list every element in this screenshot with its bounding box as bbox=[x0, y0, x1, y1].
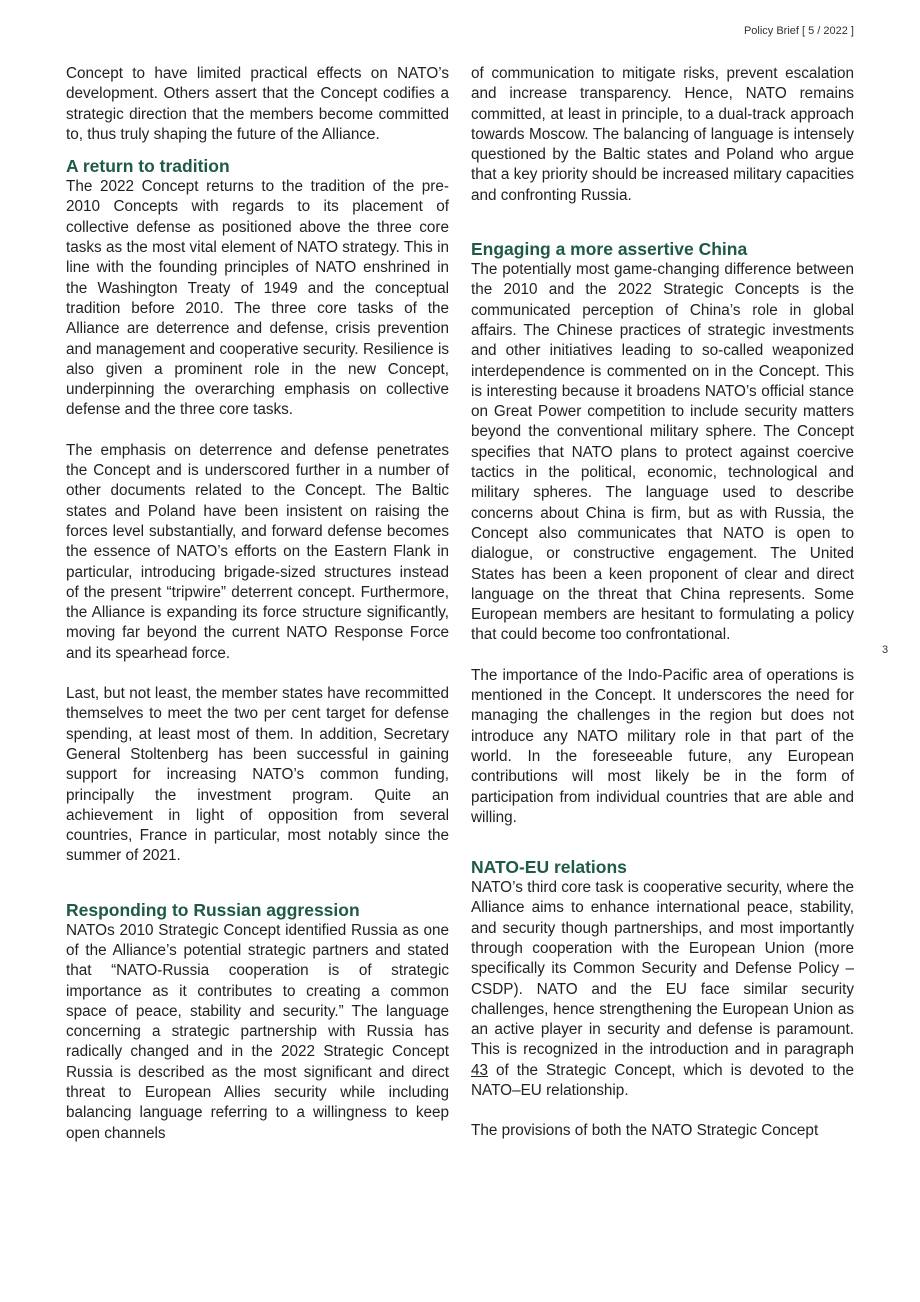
paragraph-text: of the Strategic Concept, which is devoted to the NATO–EU relationship. bbox=[471, 1061, 854, 1100]
paragraph: of communication to mitigate risks, prevent escalation and increase transparency. Hence, NATO remains committed, at least in principle, to a dual-track approach towards Moscow. The balancing of language is intensely questioned by the Baltic states and Poland who argue that a key priority should be increased military capacities and confronting Russia. bbox=[471, 65, 854, 204]
section-heading: Engaging a more assertive China bbox=[471, 239, 748, 260]
paragraph: Concept to have limited practical effects on NATO’s development. Others assert that the Concept codifies a strategic direction that the members become committed to, thus truly shaping the future of the Alliance. bbox=[66, 65, 449, 143]
running-header: Policy Brief [ 5 / 2022 ] bbox=[743, 25, 854, 37]
paragraph: The emphasis on deterrence and defense penetrates the Concept and is underscored further in a number of other documents related to the Concept. The Baltic states and Poland have been insistent on raising the forces level substantially, and forward defense becomes the essence of NATO’s efforts on the Eastern Flank in particular, introducing brigade-sized structures instead of the present “tripwire” deterrent concept. Furthermore, the Alliance is expanding its force structure significantly, moving far beyond the current NATO Response Force and its spearhead force. bbox=[66, 441, 449, 662]
paragraph: The importance of the Indo-Pacific area of operations is mentioned in the Concept. It underscores the need for managing the challenges in the region but does not introduce any NATO military role in that part of the world. In the foreseeable future, any European contributions will most likely be in the form of participation from individual countries that are able and willing. bbox=[471, 666, 854, 826]
section-heading: Responding to Russian aggression bbox=[66, 899, 360, 920]
paragraph bbox=[471, 878, 854, 1101]
left-column bbox=[66, 64, 449, 1144]
paragraph-text: NATO’s third core task is cooperative security, where the Alliance aims to enhance international peace, stability, and security though partnerships, and most importantly through cooperation with the European Union (more specifically its Common Security and Defense Policy – CSDP). NATO and the EU face similar security challenges, hence strengthening the European Union as an active player in security and defense is paramount. This is recognized in the introduction and in paragraph bbox=[471, 879, 854, 1059]
right-column bbox=[471, 64, 854, 1142]
page-number: 3 bbox=[882, 644, 889, 656]
paragraph: The 2022 Concept returns to the tradition of the pre-2010 Concepts with regards to its placement of collective defense as positioned above the three core tasks as the most vital element of NATO strategy. This in line with the founding principles of NATO enshrined in the Washington Treaty of 1949 and the conceptual tradition before 2010. The three core tasks of the Alliance are deterrence and defense, crisis prevention and management and cooperative security. Resilience is also given a prominent role in the new Concept, underpinning the overarching emphasis on collective defense and the three core tasks. bbox=[66, 178, 449, 419]
paragraph: The provisions of both the NATO Strategic Concept bbox=[471, 1122, 819, 1140]
paragraph: NATOs 2010 Strategic Concept identified Russia as one of the Alliance’s potential strategic partners and stated that “NATO-Russia cooperation is of strategic importance as it contributes to creating a common space of peace, stability and security.” The language concerning a strategic partnership with Russia has radically changed and in the 2022 Strategic Concept Russia is described as the most significant and direct threat to European Allies security while including balancing language referring to a willingness to keep open channels bbox=[66, 921, 449, 1142]
paragraph: Last, but not least, the member states have recommitted themselves to meet the two per cent target for defense spending, at least most of them. In addition, Secretary General Stoltenberg has been successful in gaining support for increasing NATO’s common funding, principally the investment program. Quite an achievement in light of opposition from several countries, France in particular, most notably since the summer of 2021. bbox=[66, 685, 449, 865]
section-heading: A return to tradition bbox=[66, 156, 230, 177]
section-heading: NATO-EU relations bbox=[471, 857, 627, 878]
paragraph: The potentially most game-changing difference between the 2010 and the 2022 Strategic Concepts is the communicated perception of China’s role in global affairs. The Chinese practices of strategic investments and other initiatives leading to so-called weaponized interdependence is commented on in the Concept. This is interesting because it broadens NATO’s official stance on Great Power competition to include security matters beyond the conventional military sphere. The Concept specifies that NATO plans to protect against coercive tactics in the political, economic, technological and military spheres. The language used to describe concerns about China is firm, but as with Russia, the Concept also communicates that NATO is open to dialogue, or constructive engagement. The United States has been a keen proponent of clear and direct language on the threat that China represents. Some European members are hesitant to formulating a policy that could become too confrontational. bbox=[471, 261, 854, 644]
footnote-link[interactable]: 43 bbox=[471, 1061, 489, 1079]
